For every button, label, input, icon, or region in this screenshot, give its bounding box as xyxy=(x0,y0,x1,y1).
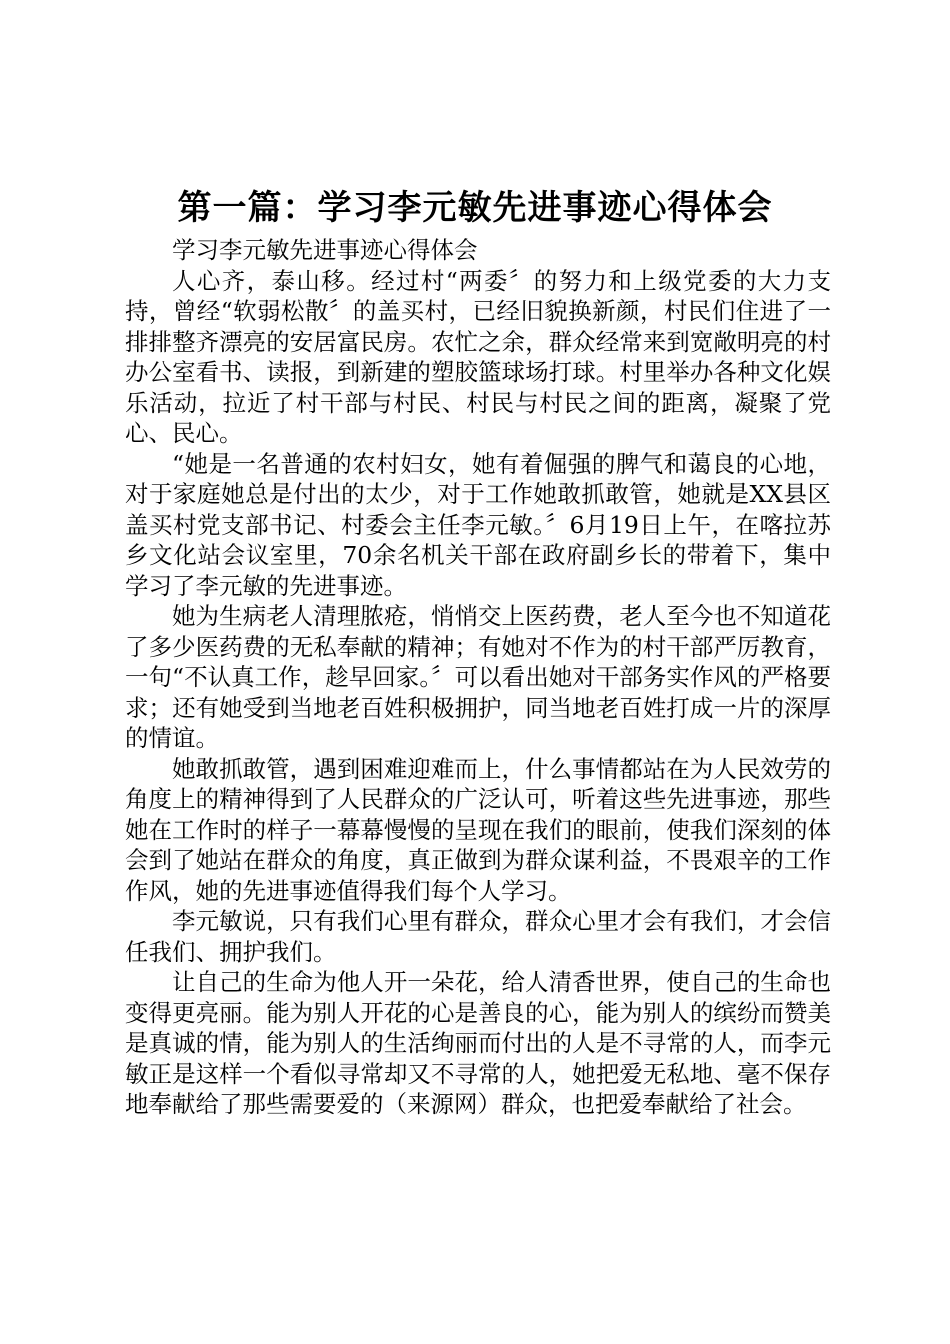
body-paragraph: 人心齐，泰山移。经过村“两委〞的努力和上级党委的大力支持，曾经“软弱松散〞的盖买村，已经旧貌换新颜，村民们住进了一排排整齐漂亮的安居富民房。农忙之余，群众经常来到宽敞明亮的村办公室看书、读报，到新建的塑胶篮球场打球。村里举办各种文化娱乐活动，拉近了村干部与村民、村民与村民之间的距离，凝聚了党心、民心。 xyxy=(125,266,831,447)
body-paragraph: 让自己的生命为他人开一朵花，给人清香世界，使自己的生命也变得更亮丽。能为别人开花的心是善良的心，能为别人的缤纷而赞美是真诚的情，能为别人的生活绚丽而付出的人是不寻常的人，而李元敏正是这样一个看似寻常却又不寻常的人，她把爱无私地、毫不保存地奉献给了那些需要爱的（来源网）群众，也把爱奉献给了社会。 xyxy=(125,968,831,1118)
body-paragraph: 她敢抓敢管，遇到困难迎难而上，什么事情都站在为人民效劳的角度上的精神得到了人民群众的广泛认可，听着这些先进事迹，那些她在工作时的样子一幕幕慢慢的呈现在我们的眼前，使我们深刻的体会到了她站在群众的角度，真正做到为群众谋利益，不畏艰辛的工作作风，她的先进事迹值得我们每个人学习。 xyxy=(125,754,831,905)
body-paragraph: 她为生病老人清理脓疮，悄悄交上医药费，老人至今也不知道花了多少医药费的无私奉献的精神；有她对不作为的村干部严厉教育，一句“不认真工作，趁早回家。〞可以看出她对干部务实作风的严格要求；还有她受到当地老百姓积极拥护，同当地老百姓打成一片的深厚的情谊。 xyxy=(125,602,831,752)
body-paragraph: “她是一名普通的农村妇女，她有着倔强的脾气和蔼良的心地，对于家庭她总是付出的太少，对于工作她敢抓敢管，她就是XX县区盖买村党支部书记、村委会主任李元敏。〞6月19日上午，在喀拉苏乡文化站会议室里，70余名机关干部在政府副乡长的带着下，集中学习了李元敏的先进事迹。 xyxy=(125,449,831,600)
document-title: 第一篇：学习李元敏先进事迹心得体会 xyxy=(177,188,773,228)
subtitle-paragraph: 学习李元敏先进事迹心得体会 xyxy=(172,236,478,264)
body-paragraph: 李元敏说，只有我们心里有群众，群众心里才会有我们，才会信任我们、拥护我们。 xyxy=(125,907,831,966)
document-body xyxy=(125,235,831,1120)
